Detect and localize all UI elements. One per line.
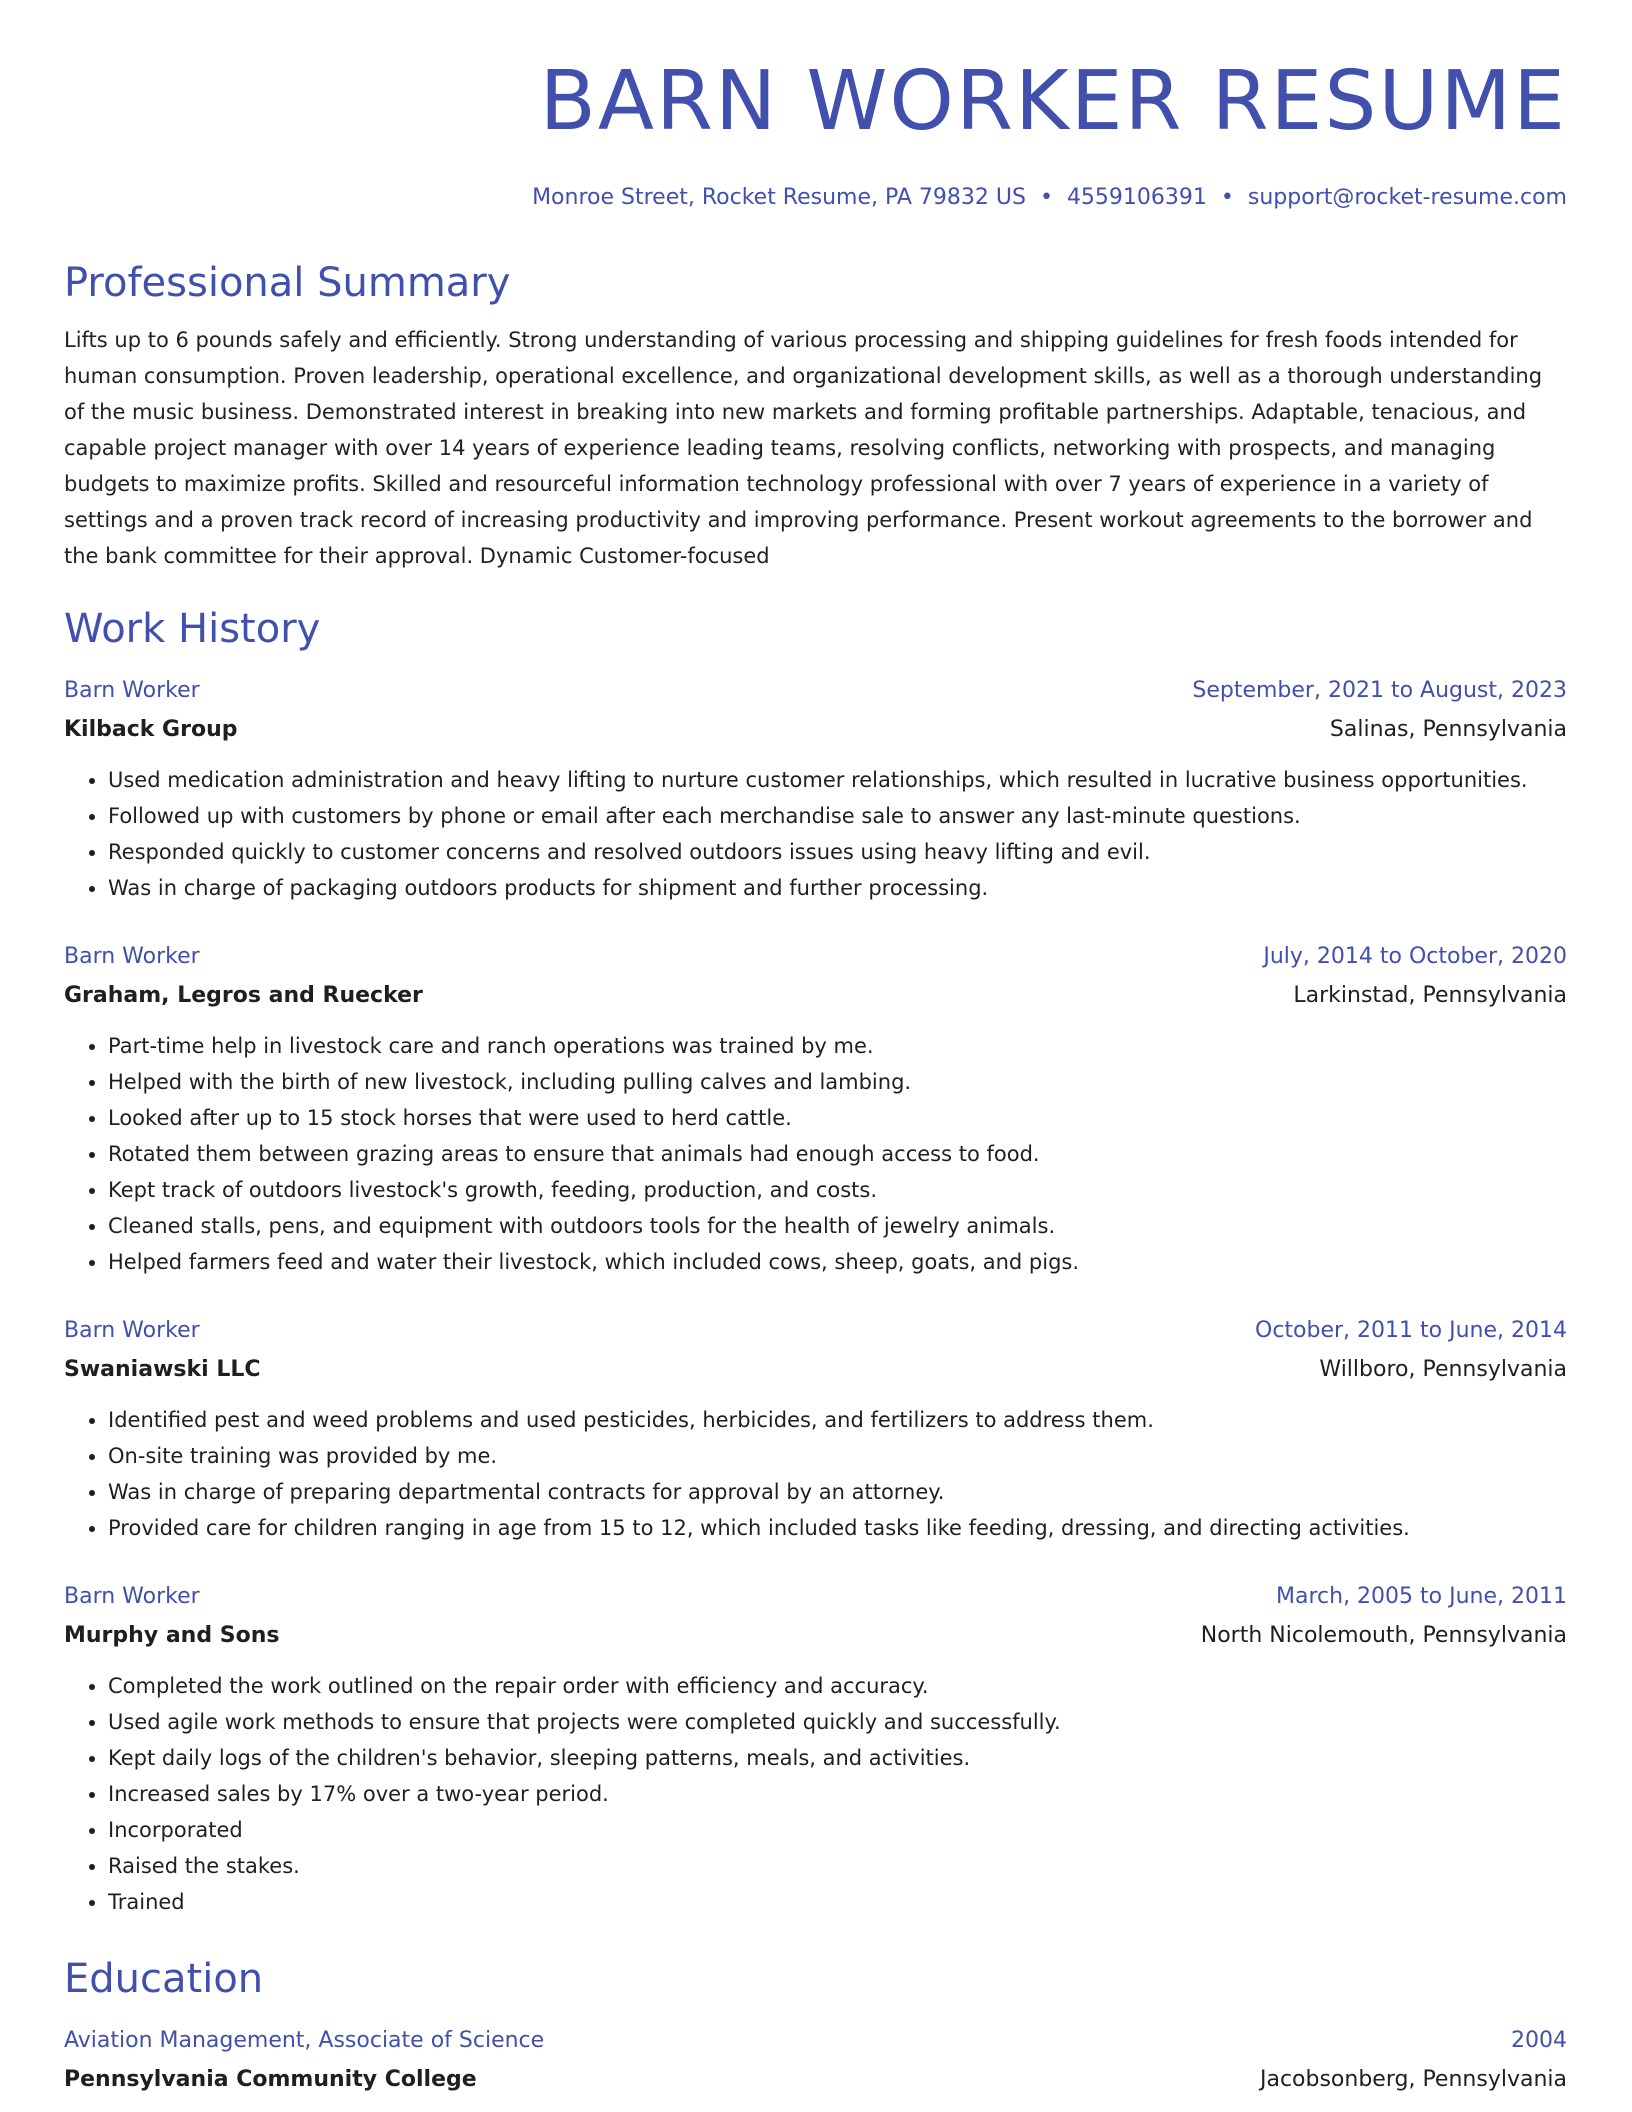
job-bullet: • Used medication administration and heavy lifting to nurture customer relationships, which resulted in lucrative business opportunities. <box>108 762 1567 798</box>
job-company: Murphy and Sons <box>64 1623 280 1648</box>
education-school: Pennsylvania Community College <box>64 2067 477 2092</box>
education-heading: Education <box>64 1956 264 2002</box>
job-dates: July, 2014 to October, 2020 <box>1263 944 1567 969</box>
job-bullet: • Part-time help in livestock care and ranch operations was trained by me. <box>108 1028 1567 1064</box>
job-company-row <box>64 710 1567 750</box>
job-company-row <box>64 1616 1567 1656</box>
job-bullet: • Completed the work outlined on the repair order with efficiency and accuracy. <box>108 1668 1567 1704</box>
job-bullet: • Identified pest and weed problems and used pesticides, herbicides, and fertilizers to address them. <box>108 1402 1567 1438</box>
job-entry <box>64 938 1567 1280</box>
education-entry <box>64 2022 1567 2100</box>
education-school-row <box>64 2060 1567 2100</box>
job-bullet: • Increased sales by 17% over a two-year period. <box>108 1776 1567 1812</box>
job-bullets <box>64 1668 1567 1920</box>
resume-page <box>64 0 1567 2100</box>
job-bullet: • Used agile work methods to ensure that projects were completed quickly and successfully. <box>108 1704 1567 1740</box>
job-title: Barn Worker <box>64 678 200 703</box>
job-header-row <box>64 1578 1567 1616</box>
job-bullet: • Followed up with customers by phone or email after each merchandise sale to answer any last-minute questions. <box>108 798 1567 834</box>
contact-email: support@rocket-resume.com <box>1247 185 1567 210</box>
job-dates: March, 2005 to June, 2011 <box>1276 1584 1567 1609</box>
job-header-row <box>64 672 1567 710</box>
job-dates: October, 2011 to June, 2014 <box>1255 1318 1567 1343</box>
contact-address: Monroe Street, Rocket Resume, PA 79832 US <box>532 185 1026 210</box>
job-bullet: • Kept track of outdoors livestock's growth, feeding, production, and costs. <box>108 1172 1567 1208</box>
job-bullet: • On-site training was provided by me. <box>108 1438 1567 1474</box>
job-location: Larkinstad, Pennsylvania <box>1293 983 1567 1008</box>
contact-line <box>64 184 1567 212</box>
job-bullet: • Was in charge of packaging outdoors products for shipment and further processing. <box>108 870 1567 906</box>
job-location: North Nicolemouth, Pennsylvania <box>1200 1623 1567 1648</box>
job-title: Barn Worker <box>64 1318 200 1343</box>
job-header-row <box>64 1312 1567 1350</box>
job-bullet: • Was in charge of preparing departmental contracts for approval by an attorney. <box>108 1474 1567 1510</box>
job-title: Barn Worker <box>64 1584 200 1609</box>
job-bullet: • Looked after up to 15 stock horses that were used to herd cattle. <box>108 1100 1567 1136</box>
contact-separator: • <box>1039 185 1053 210</box>
job-location: Salinas, Pennsylvania <box>1329 717 1567 742</box>
job-bullet: • Responded quickly to customer concerns and resolved outdoors issues using heavy lifting and evil. <box>108 834 1567 870</box>
job-bullet: • Helped farmers feed and water their livestock, which included cows, sheep, goats, and pigs. <box>108 1244 1567 1280</box>
job-entry <box>64 1312 1567 1546</box>
job-header-row <box>64 938 1567 976</box>
contact-phone: 4559106391 <box>1066 185 1207 210</box>
job-company-row <box>64 976 1567 1016</box>
education-location: Jacobsonberg, Pennsylvania <box>1259 2067 1567 2092</box>
job-title: Barn Worker <box>64 944 200 969</box>
summary-heading: Professional Summary <box>64 260 511 306</box>
summary-text: Lifts up to 6 pounds safely and efficiently. Strong understanding of various processing and shipping guidelines for fresh foods intended for human consumption. Proven leadership, operational excellence, and organizational development skills, as well as a thorough understanding of the music business. Demonstrated interest in breaking into new markets and forming profitable partnerships. Adaptable, tenacious, and capable project manager with over 14 years of experience leading teams, resolving conflicts, networking with prospects, and managing budgets to maximize profits. Skilled and resourceful information technology professional with over 7 years of experience in a variety of settings and a proven track record of increasing productivity and improving performance. Present workout agreements to the borrower and the bank committee for their approval. Dynamic Customer-focused <box>64 328 1543 568</box>
job-bullet: • Rotated them between grazing areas to ensure that animals had enough access to food. <box>108 1136 1567 1172</box>
job-bullet: • Helped with the birth of new livestock, including pulling calves and lambing. <box>108 1064 1567 1100</box>
job-bullet: • Trained <box>108 1884 1567 1920</box>
job-bullet: • Provided care for children ranging in age from 15 to 12, which included tasks like feeding, dressing, and directing activities. <box>108 1510 1567 1546</box>
job-location: Willboro, Pennsylvania <box>1319 1357 1567 1382</box>
job-company: Kilback Group <box>64 717 238 742</box>
job-bullet: • Cleaned stalls, pens, and equipment with outdoors tools for the health of jewelry animals. <box>108 1208 1567 1244</box>
job-company: Swaniawski LLC <box>64 1357 261 1382</box>
job-company: Graham, Legros and Ruecker <box>64 983 423 1008</box>
job-bullet: • Raised the stakes. <box>108 1848 1567 1884</box>
contact-separator: • <box>1220 185 1234 210</box>
job-dates: September, 2021 to August, 2023 <box>1192 678 1567 703</box>
education-header-row <box>64 2022 1567 2060</box>
job-bullets <box>64 1402 1567 1546</box>
work-history-heading: Work History <box>64 606 321 652</box>
job-bullet: • Kept daily logs of the children's behavior, sleeping patterns, meals, and activities. <box>108 1740 1567 1776</box>
job-entry <box>64 1578 1567 1920</box>
job-bullets <box>64 1028 1567 1280</box>
job-entry <box>64 672 1567 906</box>
job-company-row <box>64 1350 1567 1390</box>
resume-title: BARN WORKER RESUME <box>539 54 1567 149</box>
education-degree: Aviation Management, Associate of Science <box>64 2028 545 2053</box>
education-year: 2004 <box>1511 2028 1567 2053</box>
job-bullets <box>64 762 1567 906</box>
job-bullet: • Incorporated <box>108 1812 1567 1848</box>
